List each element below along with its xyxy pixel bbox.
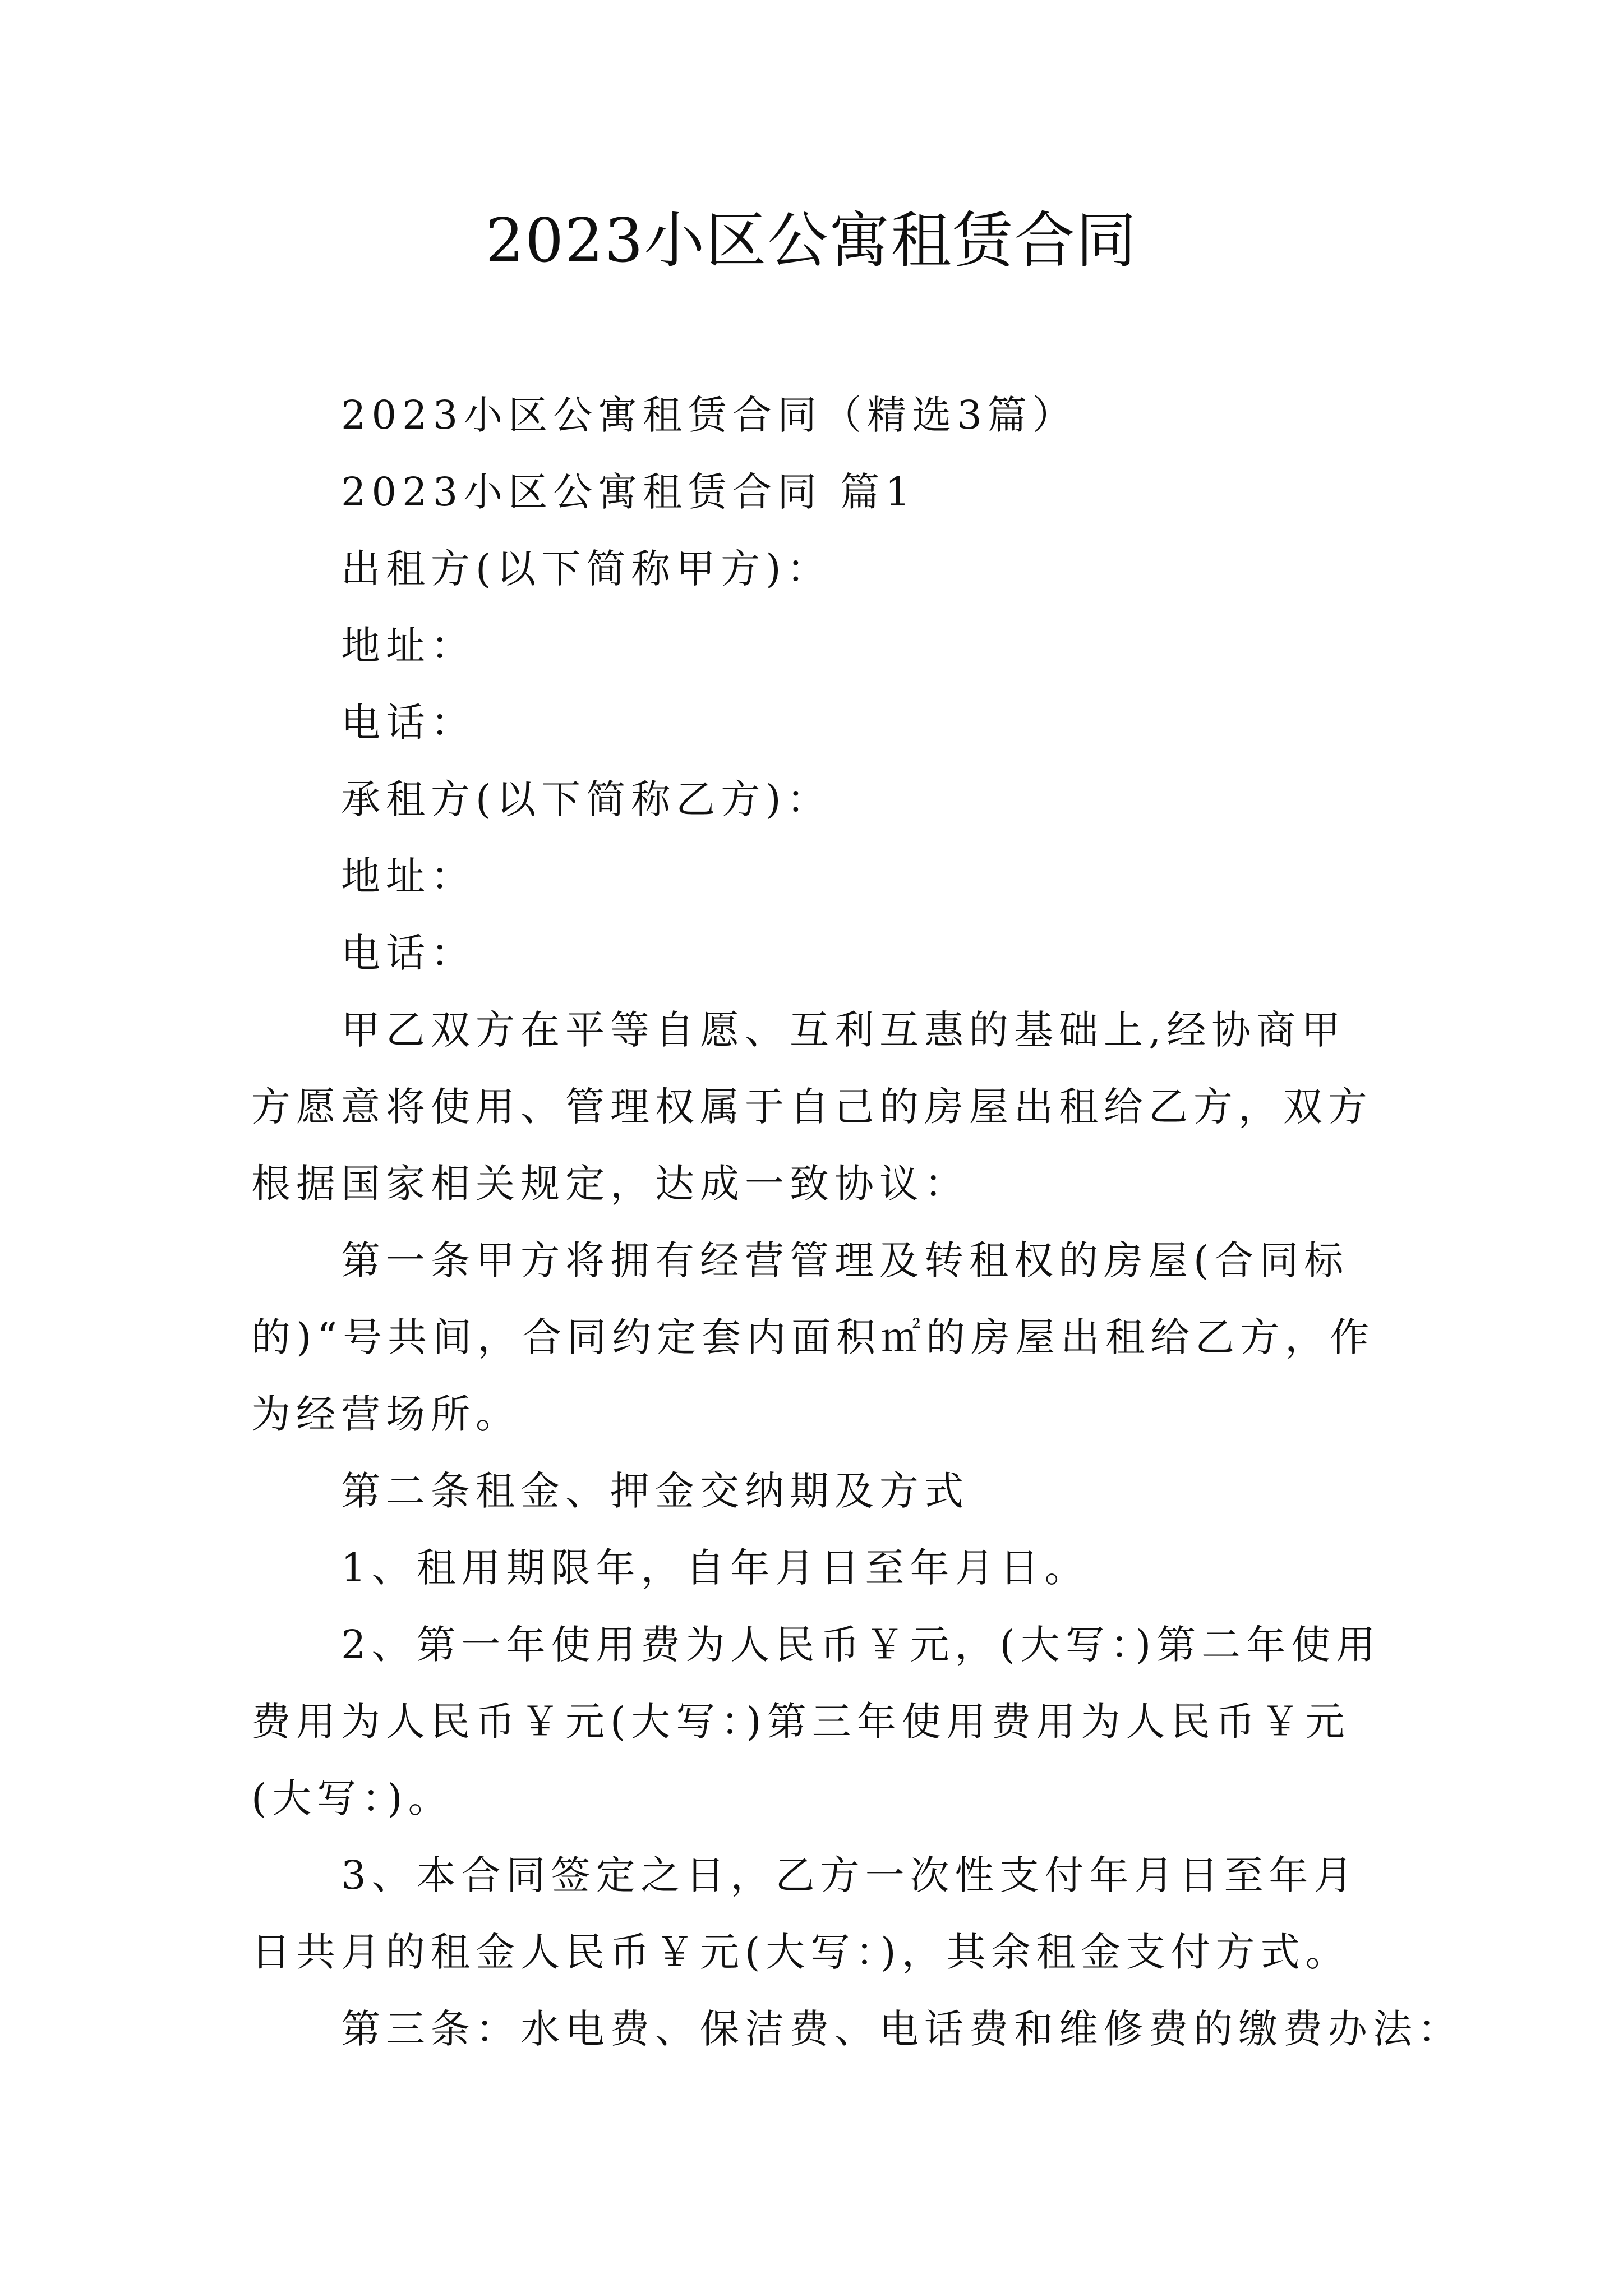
paragraph-section-heading: 2023小区公寓租赁合同 篇1	[341, 469, 916, 515]
paragraph-lessor-phone: 电话：	[341, 700, 476, 746]
paragraph-article-1: 第一条甲方将拥有经营管理及转租权的房屋(合同标的)“号共间，合同约定套内面积㎡的房屋出租给乙方，作为经营场所。	[251, 1237, 1375, 1437]
paragraph-article-3-heading: 第三条：水电费、保洁费、电话费和维修费的缴费办法：	[341, 2006, 1463, 2052]
paragraph-preamble: 甲乙双方在平等自愿、互利互惠的基础上,经协商甲方愿意将使用、管理权属于自己的房屋出租给乙方，双方根据国家相关规定，达成一致协议：	[251, 1007, 1373, 1207]
paragraph-lessee: 承租方(以下简称乙方)：	[341, 776, 832, 822]
paragraph-subtitle: 2023小区公寓租赁合同（精选3篇）	[341, 392, 1077, 438]
document-title: 2023小区公寓租赁合同	[485, 206, 1138, 276]
paragraph-lessor: 出租方(以下简称甲方)：	[341, 546, 832, 592]
paragraph-fees: 2、第一年使用费为人民币￥元，(大写：)第二年使用费用为人民币￥元(大写：)第三年使用费用为人民币￥元(大写：)。	[251, 1622, 1381, 1821]
paragraph-lessee-address: 地址：	[341, 853, 476, 899]
paragraph-term: 1、租用期限年，自年月日至年月日。	[341, 1545, 1090, 1591]
paragraph-lessor-address: 地址：	[341, 623, 476, 669]
paragraph-article-2-heading: 第二条租金、押金交纳期及方式	[341, 1468, 969, 1514]
document-body	[251, 377, 1463, 2068]
paragraph-payment: 3、本合同签定之日，乙方一次性支付年月日至年月日共月的租金人民币￥元(大写：)，其余租金支付方式。	[251, 1852, 1359, 1975]
paragraph-lessee-phone: 电话：	[341, 930, 476, 976]
